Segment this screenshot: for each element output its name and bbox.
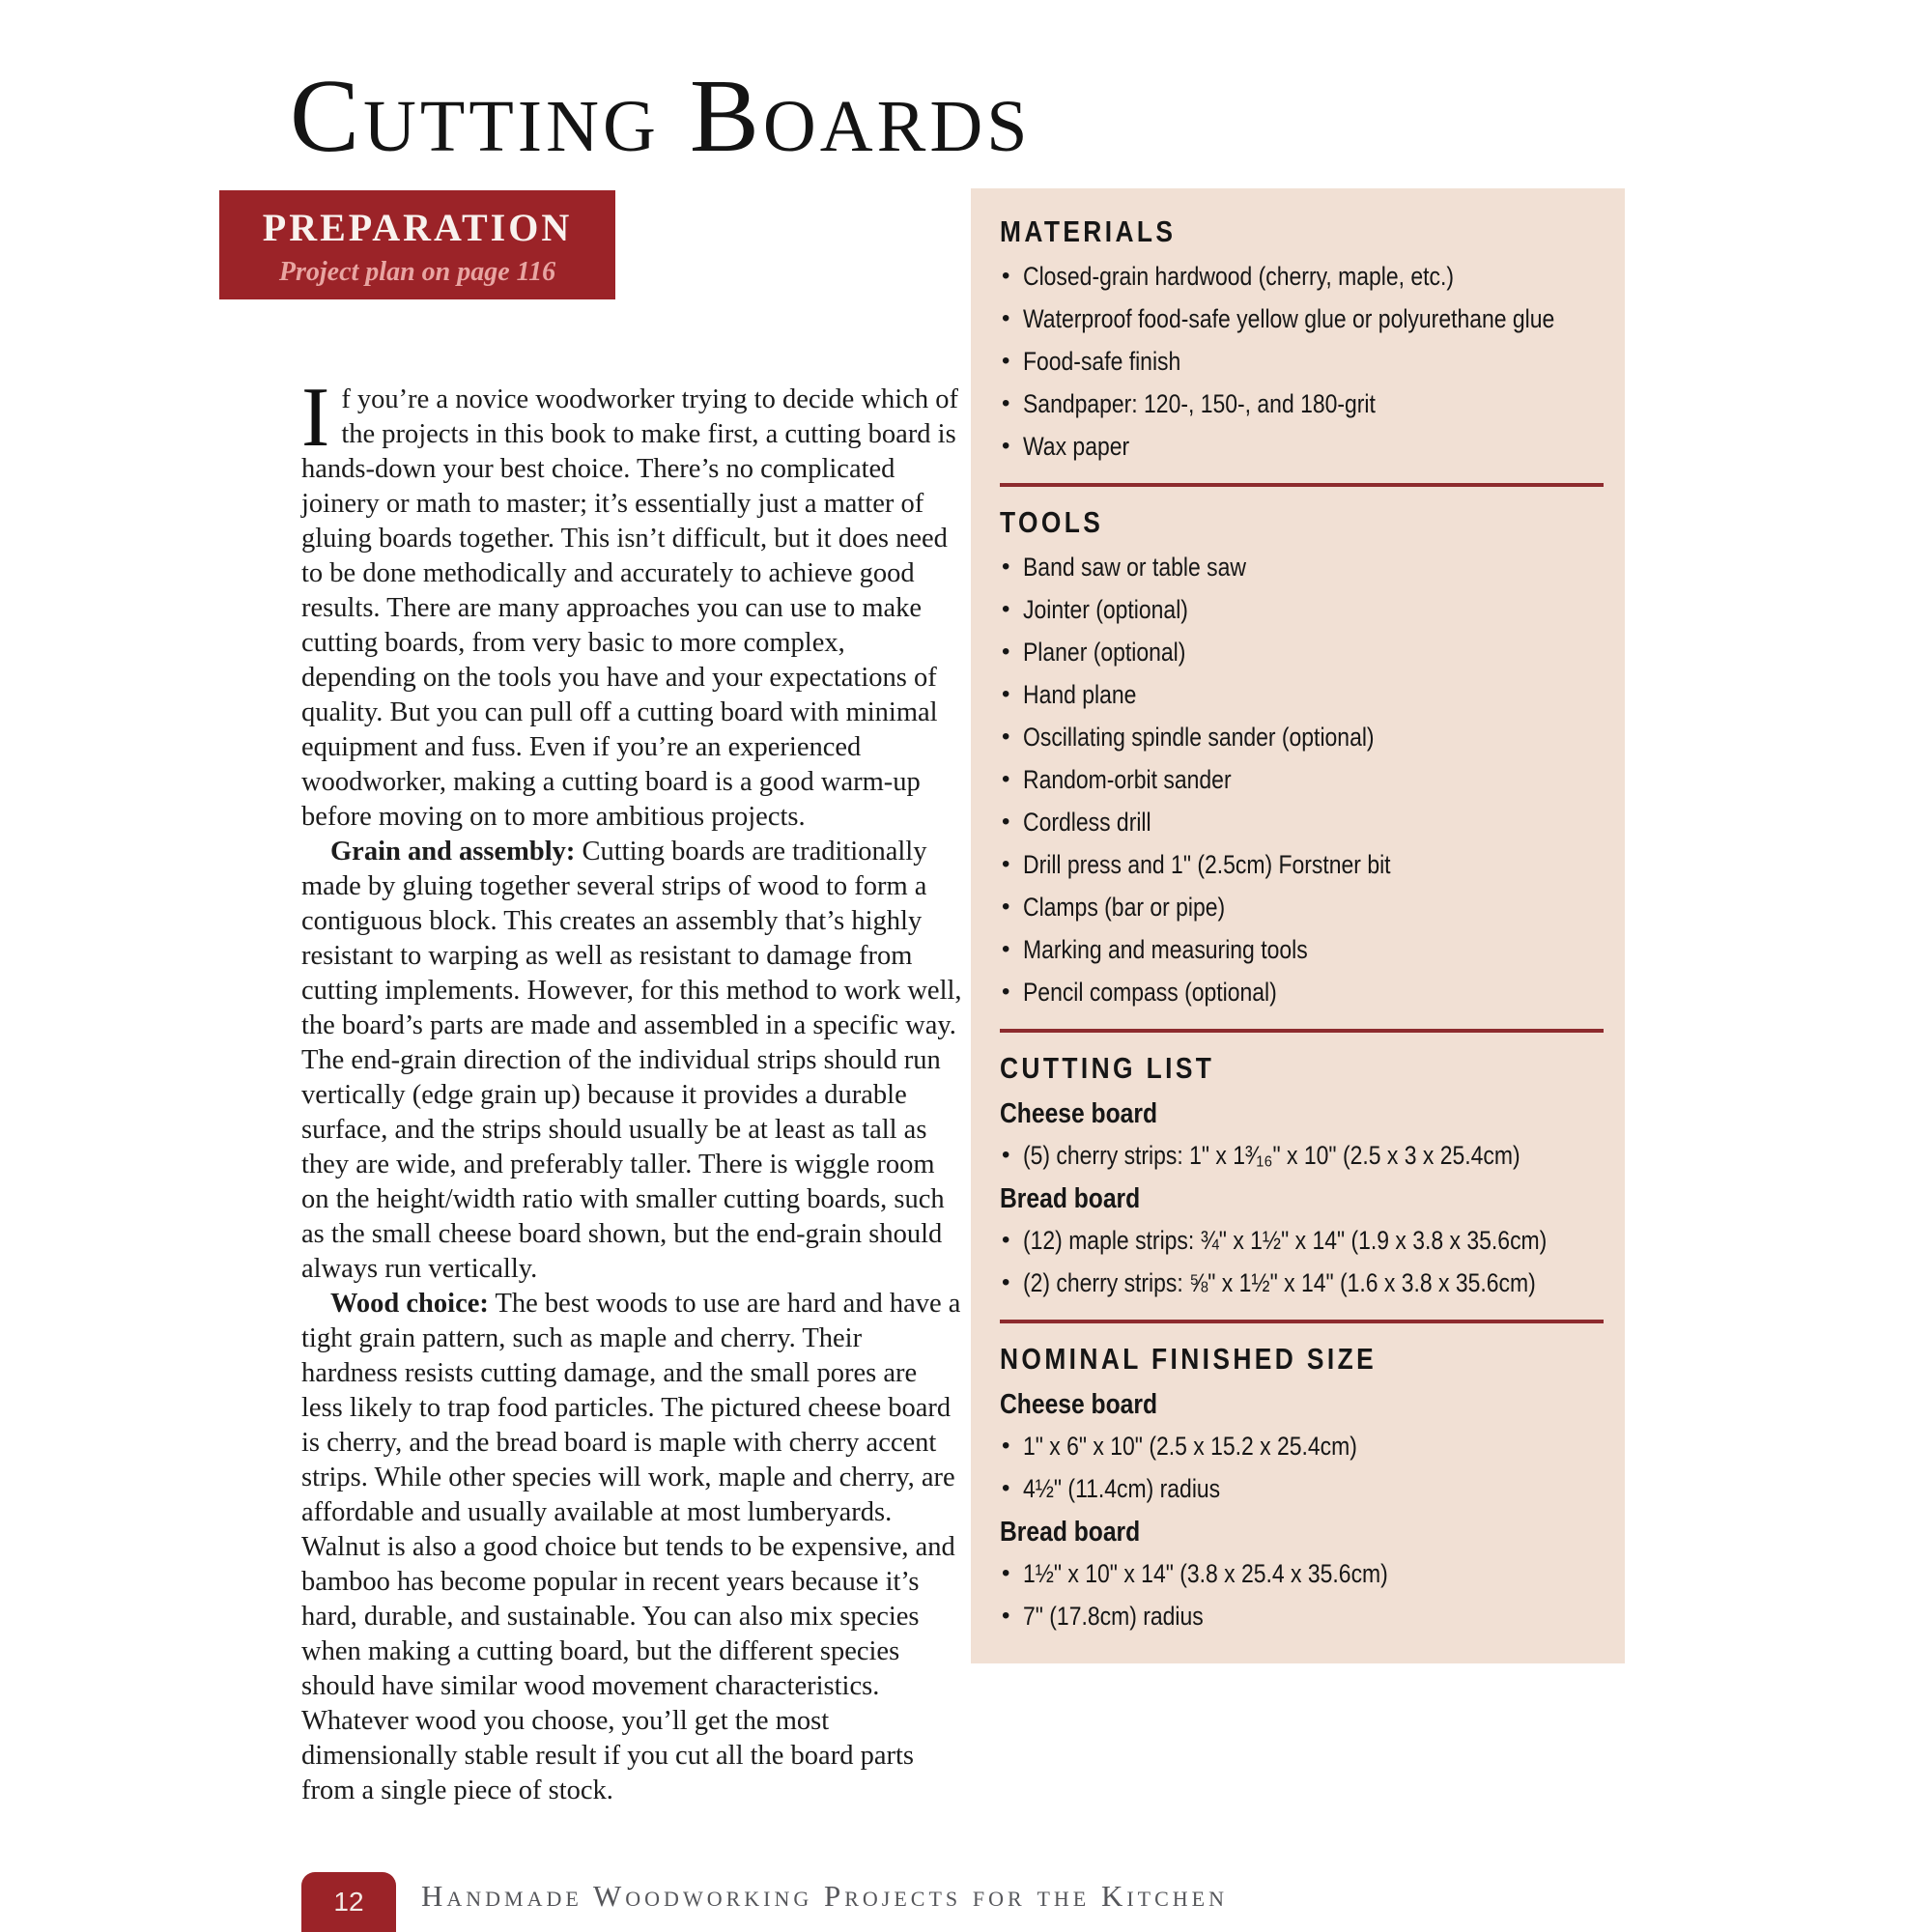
subheading-bread-board: Bread board	[1000, 1517, 1141, 1548]
section-title-nominal-size: NOMINAL FINISHED SIZE	[1000, 1342, 1378, 1376]
bullet-icon: •	[1002, 1603, 1010, 1629]
subheading-cheese-board: Cheese board	[1000, 1389, 1158, 1420]
list-item: • Sandpaper: 120-, 150-, and 180-grit	[1002, 389, 1376, 418]
bullet-icon: •	[1002, 681, 1010, 707]
subheading-bread-board: Bread board	[1000, 1183, 1141, 1214]
page-number-badge: 12	[301, 1872, 396, 1932]
paragraph-lead-in: Grain and assembly:	[330, 837, 576, 867]
bullet-icon: •	[1002, 894, 1010, 920]
page-title: Cutting Boards	[290, 59, 1032, 174]
list-item: • Clamps (bar or pipe)	[1002, 893, 1226, 922]
section-divider	[1000, 1320, 1604, 1323]
paragraph-text: The best woods to use are hard and have a tight grain pattern, such as maple and cherry. Their hardness resists cutting damage, and the small pores are less likely to trap food particles. The pictured cheese board is cherry, and the bread board is maple with cherry accent strips. While other species will work, maple and cherry, are affordable and usually available at most lumberyards. Walnut is also a good choice but tends to be expensive, and bamboo has become popular in recent years because it’s hard, durable, and sustainable. You can also mix species when making a cutting board, but the different species should have similar wood movement characteristics. Whatever wood you choose, you’ll get the most dimensionally stable result if you cut all the board parts from a single piece of stock.	[301, 1289, 961, 1805]
bullet-icon: •	[1002, 766, 1010, 792]
list-item: • (5) cherry strips: 1" x 1³⁄₁₆" x 10" (2.5 x 3 x 25.4cm)	[1002, 1141, 1520, 1170]
list-item: • Hand plane	[1002, 680, 1137, 709]
section-title-materials: MATERIALS	[1000, 214, 1177, 248]
body-text-column	[301, 371, 963, 1808]
paragraph-lead-in: Wood choice:	[330, 1289, 489, 1319]
bullet-icon: •	[1002, 936, 1010, 962]
bullet-icon: •	[1002, 433, 1010, 459]
list-item: • 7" (17.8cm) radius	[1002, 1602, 1204, 1631]
paragraph-text: Cutting boards are traditionally made by gluing together several strips of wood to form a contiguous block. This creates an assembly that’s highly resistant to warping as well as resistant to damage from cutting implements. However, for this method to work well, the board’s parts are made and assembled in a specific way. The end-grain direction of the individual strips should run vertically (edge grain up) because it provides a durable surface, and the strips should usually be at least as tall as they are wide, and preferably taller. There is wiggle room on the height/width ratio with smaller cutting boards, such as the small cheese board shown, but the end-grain should always run vertically.	[301, 837, 962, 1284]
list-item: • Drill press and 1" (2.5cm) Forstner bit	[1002, 850, 1391, 879]
body-paragraph-intro	[301, 371, 963, 835]
footer-book-title: Handmade Woodworking Projects for the Kitchen	[421, 1879, 1229, 1913]
bullet-icon: •	[1002, 851, 1010, 877]
list-item: • Waterproof food-safe yellow glue or polyurethane glue	[1002, 304, 1555, 333]
section-materials	[1000, 215, 1604, 462]
body-paragraph-wood-choice	[301, 1287, 963, 1808]
bullet-icon: •	[1002, 1560, 1010, 1586]
list-item: • Oscillating spindle sander (optional)	[1002, 723, 1375, 752]
list-item: • 1" x 6" x 10" (2.5 x 15.2 x 25.4cm)	[1002, 1432, 1357, 1461]
bullet-icon: •	[1002, 1475, 1010, 1501]
section-divider	[1000, 483, 1604, 487]
bullet-icon: •	[1002, 1269, 1010, 1295]
list-item: • Pencil compass (optional)	[1002, 978, 1277, 1007]
bullet-icon: •	[1002, 724, 1010, 750]
list-item: • Marking and measuring tools	[1002, 935, 1308, 964]
list-item: • Wax paper	[1002, 432, 1130, 461]
preparation-subtitle: Project plan on page 116	[278, 257, 556, 287]
bullet-icon: •	[1002, 979, 1010, 1005]
list-item: • Random-orbit sander	[1002, 765, 1232, 794]
section-tools	[1000, 506, 1604, 1008]
list-item: • Jointer (optional)	[1002, 595, 1188, 624]
list-item: • Food-safe finish	[1002, 347, 1181, 376]
preparation-title: PREPARATION	[262, 206, 573, 249]
bullet-icon: •	[1002, 348, 1010, 374]
project-info-sidebar	[971, 188, 1625, 1663]
list-item: • Planer (optional)	[1002, 638, 1186, 667]
bullet-icon: •	[1002, 390, 1010, 416]
section-title-tools: TOOLS	[1000, 505, 1104, 539]
dropcap-letter: I	[301, 371, 330, 465]
subheading-cheese-board: Cheese board	[1000, 1098, 1158, 1129]
bullet-icon: •	[1002, 1142, 1010, 1168]
list-item: • Closed-grain hardwood (cherry, maple, etc.)	[1002, 262, 1455, 291]
bullet-icon: •	[1002, 1227, 1010, 1253]
bullet-icon: •	[1002, 1433, 1010, 1459]
list-item: • 4½" (11.4cm) radius	[1002, 1474, 1221, 1503]
bullet-icon: •	[1002, 305, 1010, 331]
list-item: • Cordless drill	[1002, 808, 1151, 837]
list-item: • 1½" x 10" x 14" (3.8 x 25.4 x 35.6cm)	[1002, 1559, 1388, 1588]
list-item: • Band saw or table saw	[1002, 553, 1246, 582]
bullet-icon: •	[1002, 639, 1010, 665]
preparation-box	[219, 190, 615, 299]
list-item: • (2) cherry strips: ⅝" x 1½" x 14" (1.6 x 3.8 x 35.6cm)	[1002, 1268, 1536, 1297]
section-divider	[1000, 1029, 1604, 1033]
bullet-icon: •	[1002, 596, 1010, 622]
body-paragraph-grain-assembly	[301, 835, 963, 1287]
paragraph-text: f you’re a novice woodworker trying to decide which of the projects in this book to make first, a cutting board is hands-down your best choice. There’s no complicated joinery or math to master; it’s essentially just a matter of gluing boards together. This isn’t difficult, but it does need to be done methodically and accurately to achieve good results. There are many approaches you can use to make cutting boards, from very basic to more complex, depending on the tools you have and your expectations of quality. But you can pull off a cutting board with minimal equipment and fuss. Even if you’re an experienced woodworker, making a cutting board is a good warm-up before moving on to more ambitious projects.	[301, 384, 958, 832]
section-cutting-list	[1000, 1052, 1604, 1298]
bullet-icon: •	[1002, 554, 1010, 580]
bullet-icon: •	[1002, 809, 1010, 835]
list-item: • (12) maple strips: ¾" x 1½" x 14" (1.9 x 3.8 x 35.6cm)	[1002, 1226, 1548, 1255]
bullet-icon: •	[1002, 263, 1010, 289]
section-title-cutting-list: CUTTING LIST	[1000, 1051, 1215, 1085]
section-nominal-finished-size	[1000, 1343, 1604, 1632]
